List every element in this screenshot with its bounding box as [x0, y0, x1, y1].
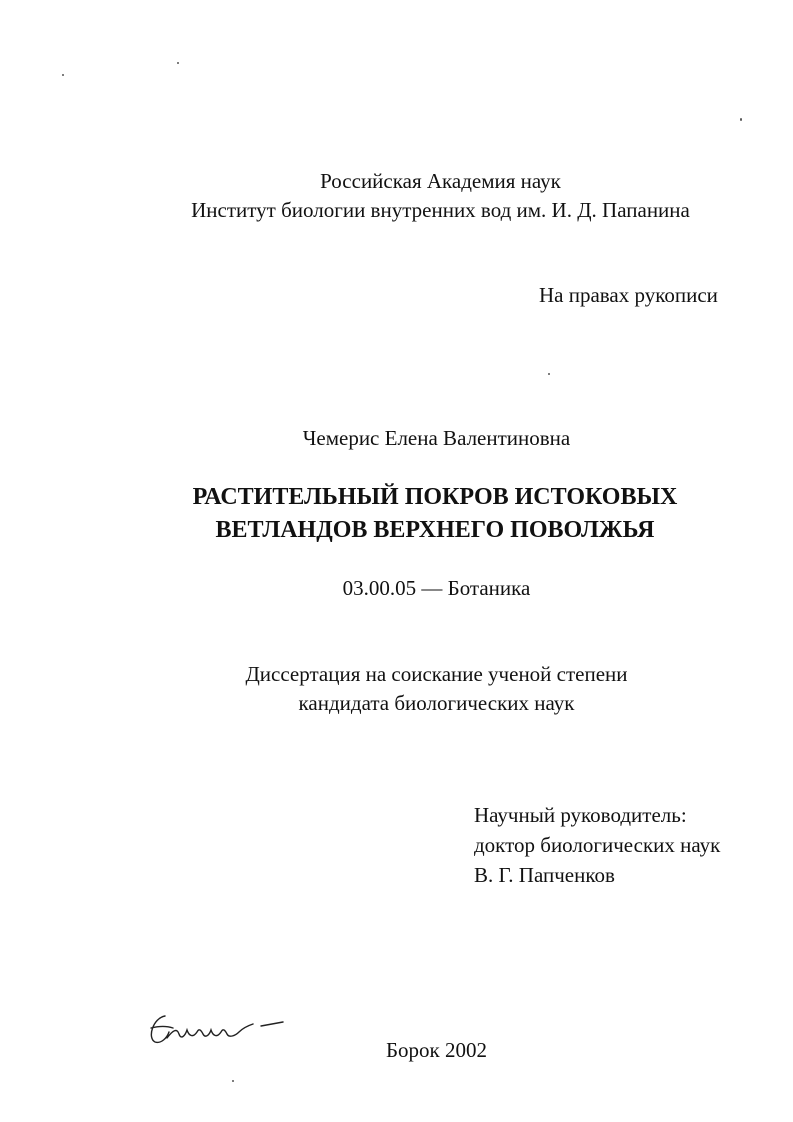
supervisor-rank: доктор биологических наук: [474, 833, 721, 857]
supervisor-name: В. Г. Папченков: [474, 863, 615, 887]
degree-line-2: кандидата биологических наук: [298, 691, 575, 715]
manuscript-note: На правах рукописи: [539, 283, 718, 307]
scan-speck: [740, 118, 742, 121]
dissertation-title-line-1: РАСТИТЕЛЬНЫЙ ПОКРОВ ИСТОКОВЫХ: [192, 484, 678, 510]
scan-speck: [177, 62, 179, 64]
organization-name: Российская Академия наук: [320, 169, 561, 193]
scan-speck: [232, 1080, 234, 1082]
specialty-code: 03.00.05 — Ботаника: [342, 576, 531, 600]
degree-line-1: Диссертация на соискание ученой степени: [245, 662, 628, 686]
scan-speck: [548, 373, 550, 375]
supervisor-label: Научный руководитель:: [474, 803, 687, 827]
dissertation-title-line-2: ВЕТЛАНДОВ ВЕРХНЕГО ПОВОЛЖЬЯ: [215, 517, 655, 543]
place-and-year: Борок 2002: [385, 1038, 487, 1062]
scan-speck: [62, 74, 64, 76]
institute-name: Институт биологии внутренних вод им. И. Д. Папанина: [191, 198, 690, 222]
author-name: Чемерис Елена Валентиновна: [302, 426, 571, 450]
